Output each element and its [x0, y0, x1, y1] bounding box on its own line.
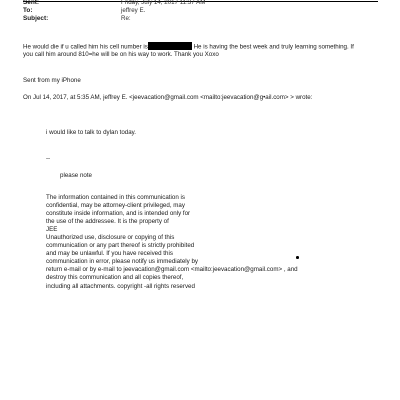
- disclaimer-line: including all attachments. copyright -all rights reserved: [46, 282, 195, 290]
- header-subject-row: [23, 15, 131, 23]
- please-note: please note: [60, 172, 92, 179]
- separator: --: [46, 155, 51, 162]
- disclaimer-line: constitute inside information, and is intended only for: [46, 210, 191, 218]
- message-line-1-end: He is having the best week and truly learning something. If: [193, 43, 354, 51]
- quote-intro: On Jul 14, 2017, at 5:35 AM, jeffrey E. <jeevacation@gmail.com <mailto:jeevacation@g•ail.com> > wrote:: [23, 94, 313, 101]
- message-line-1-start: He would die if u called him his cell number is: [23, 43, 148, 51]
- disclaimer-line: JEE: [46, 226, 58, 234]
- sent-label: Sent:: [23, 0, 39, 6]
- header-sent-row: [23, 0, 205, 7]
- header-to-row: [23, 7, 145, 15]
- disclaimer-line: destroy this communication and all copies thereof,: [46, 274, 184, 282]
- disclaimer-line: communication in error, please notify us immediately by: [46, 258, 199, 266]
- stray-dot-mark: [296, 256, 299, 259]
- subject-label: Subject:: [23, 15, 49, 22]
- message-line-2: you call him around 810=he will be on his way to work. Thank you Xoxo: [23, 51, 219, 58]
- disclaimer-line: and may be unlawful. If you have received this: [46, 250, 173, 258]
- subject-value: Re:: [121, 15, 131, 22]
- disclaimer-line: Unauthorized use, disclosure or copying of this: [46, 234, 175, 242]
- to-value: jeffrey E.: [121, 7, 146, 14]
- disclaimer-line: The information contained in this communication is: [46, 194, 185, 201]
- signature: Sent from my iPhone: [23, 77, 81, 84]
- sent-value: Friday, July 14, 2017 11:37 AM: [121, 0, 206, 6]
- redaction-block: [148, 42, 192, 50]
- quoted-message: i would like to talk to dylan today.: [46, 129, 136, 136]
- disclaimer: [46, 194, 346, 291]
- disclaimer-line: the use of the addressee. It is the property of: [46, 218, 169, 226]
- disclaimer-line: confidential, may be attorney-client privileged, may: [46, 202, 185, 210]
- disclaimer-line: communication or any part thereof is strictly prohibited: [46, 242, 195, 250]
- disclaimer-line: return e-mail or by e-mail to jeevacation@gmail.com <mailto:jeevacation@gmail.com> , and: [46, 266, 298, 274]
- to-label: To:: [23, 7, 33, 14]
